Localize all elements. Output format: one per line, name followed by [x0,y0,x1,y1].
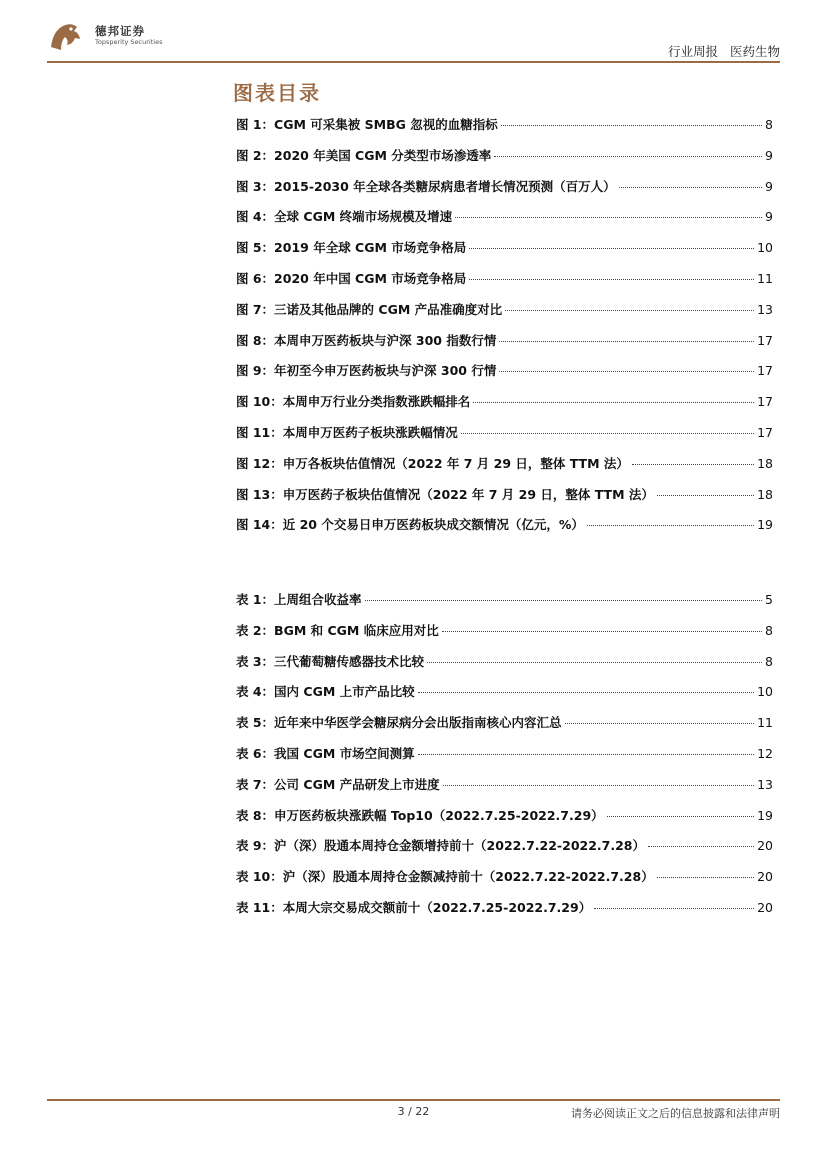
figure-entry-page: 18 [757,486,773,502]
figure-entry[interactable] [236,515,773,546]
table-entry-label: 表 2：BGM 和 CGM 临床应用对比 [236,622,439,638]
table-entry-page: 10 [757,684,773,700]
dragon-logo-icon [47,17,85,55]
table-entry[interactable] [236,898,773,929]
disclaimer-note: 请务必阅读正文之后的信息披露和法律声明 [571,1107,780,1120]
toc-title: 图表目录 [233,81,321,105]
table-entry[interactable] [236,775,773,806]
dot-leader [594,908,754,909]
table-entry[interactable] [236,621,773,652]
dot-leader [619,187,762,188]
dot-leader [632,464,754,465]
table-entry-page: 20 [757,869,773,885]
dot-leader [499,341,754,342]
table-entry-label: 表 1：上周组合收益率 [236,592,362,607]
figure-entry[interactable] [236,177,773,208]
figure-entry-page: 9 [765,147,773,163]
table-entry-page: 13 [757,776,773,792]
table-entry-page: 8 [765,653,773,669]
table-entry-label: 表 6：我国 CGM 市场空间测算 [236,745,415,761]
table-entry[interactable] [236,682,773,713]
figure-entry[interactable] [236,361,773,392]
figure-entry-page: 13 [757,301,773,317]
figure-entry-label: 图 12：申万各板块估值情况（2022 年 7 月 29 日，整体 TTM 法） [236,455,629,471]
figure-entry-page: 17 [757,363,773,379]
table-entry[interactable] [236,836,773,867]
table-entry-page: 8 [765,622,773,638]
figure-entry-label: 图 6：2020 年中国 CGM 市场竞争格局 [236,270,467,286]
dot-leader [587,525,754,526]
dot-leader [473,402,754,403]
header-divider [47,61,780,63]
table-entry-page: 11 [757,715,773,731]
figure-entry-label: 图 14：近 20 个交易日申万医药板块成交额情况（亿元，%） [236,517,584,533]
page-number: 3 / 22 [397,1105,430,1118]
figure-entry[interactable] [236,115,773,146]
table-entry-page: 19 [757,807,773,823]
dot-leader [648,846,754,847]
table-entry-label: 表 10：沪（深）股通本周持仓金额减持前十（2022.7.22-2022.7.28） [236,869,654,885]
figure-entry[interactable] [236,146,773,177]
table-entry-label: 表 7：公司 CGM 产品研发上市进度 [236,776,440,792]
table-entry[interactable] [236,744,773,775]
figure-entry-page: 8 [765,117,773,132]
table-entry[interactable] [236,806,773,837]
dot-leader [455,217,762,218]
table-entry-page: 5 [765,592,773,607]
report-type: 行业周报 [667,44,718,59]
figure-entry-label: 图 8：本周申万医药板块与沪深 300 指数行情 [236,332,497,348]
table-entry[interactable] [236,713,773,744]
figure-entry-label: 图 5：2019 年全球 CGM 市场竞争格局 [236,240,467,256]
figure-entry[interactable] [236,454,773,485]
dot-leader [418,692,754,693]
figure-entry-page: 9 [765,209,773,225]
table-entry-page: 20 [757,838,773,854]
dot-leader [427,662,762,663]
table-entry-page: 20 [757,899,773,915]
dot-leader [505,310,754,311]
figure-entry[interactable] [236,331,773,362]
logo-chinese-name: 德邦证券 [95,24,145,38]
figure-entry-page: 19 [757,517,773,533]
table-entry-page: 12 [757,745,773,761]
dot-leader [443,785,754,786]
sector-name: 医药生物 [729,44,780,59]
dot-leader [469,248,754,249]
figure-entry-label: 图 1：CGM 可采集被 SMBG 忽视的血糖指标 [236,117,498,132]
table-entry[interactable] [236,652,773,683]
dot-leader [365,600,762,601]
footer-divider [47,1099,780,1101]
figure-entry-label: 图 7：三诺及其他品牌的 CGM 产品准确度对比 [236,301,503,317]
figure-entry-page: 18 [757,455,773,471]
figure-entry[interactable] [236,392,773,423]
table-entry-label: 表 9：沪（深）股通本周持仓金额增持前十（2022.7.22-2022.7.28） [236,838,645,854]
figure-entry[interactable] [236,423,773,454]
figure-entry-label: 图 3：2015-2030 年全球各类糖尿病患者增长情况预测（百万人） [236,178,616,194]
table-entry[interactable] [236,867,773,898]
dot-leader [461,433,754,434]
dot-leader [442,631,762,632]
table-entry-label: 表 5：近年来中华医学会糖尿病分会出版指南核心内容汇总 [236,715,562,731]
figure-entry-label: 图 2：2020 年美国 CGM 分类型市场渗透率 [236,147,492,163]
figure-entry-page: 17 [757,332,773,348]
header-category [668,42,780,60]
dot-leader [657,877,754,878]
figure-entry[interactable] [236,238,773,269]
figure-entry-page: 17 [757,424,773,440]
figure-entry-label: 图 13：申万医药子板块估值情况（2022 年 7 月 29 日，整体 TTM 法） [236,486,654,502]
figure-entry-page: 17 [757,394,773,410]
figure-entry-label: 图 11：本周申万医药子板块涨跌幅情况 [236,424,458,440]
figure-entry-page: 9 [765,178,773,194]
figure-entry[interactable] [236,269,773,300]
page-header [0,0,827,62]
dot-leader [494,156,762,157]
table-list [236,590,773,929]
figure-entry[interactable] [236,485,773,516]
dot-leader [499,371,754,372]
figure-entry-page: 10 [757,240,773,256]
figure-entry[interactable] [236,300,773,331]
logo-english-name: Topsperity Securities [95,38,163,46]
dot-leader [657,495,754,496]
figure-entry-label: 图 9：年初至今申万医药板块与沪深 300 行情 [236,363,497,379]
figure-entry-page: 11 [757,270,773,286]
table-entry[interactable] [236,590,773,621]
table-entry-label: 表 11：本周大宗交易成交额前十（2022.7.25-2022.7.29） [236,899,592,915]
table-entry-label: 表 8：申万医药板块涨跌幅 Top10（2022.7.25-2022.7.29） [236,807,604,823]
dot-leader [418,754,754,755]
table-entry-label: 表 4：国内 CGM 上市产品比较 [236,684,415,700]
dot-leader [501,125,762,126]
figure-entry-label: 图 4：全球 CGM 终端市场规模及增速 [236,209,453,225]
figure-entry-label: 图 10：本周申万行业分类指数涨跌幅排名 [236,394,471,410]
dot-leader [469,279,754,280]
dot-leader [565,723,755,724]
table-entry-label: 表 3：三代葡萄糖传感器技术比较 [236,653,425,669]
dot-leader [607,816,754,817]
figure-entry[interactable] [236,207,773,238]
figure-list [236,115,773,546]
